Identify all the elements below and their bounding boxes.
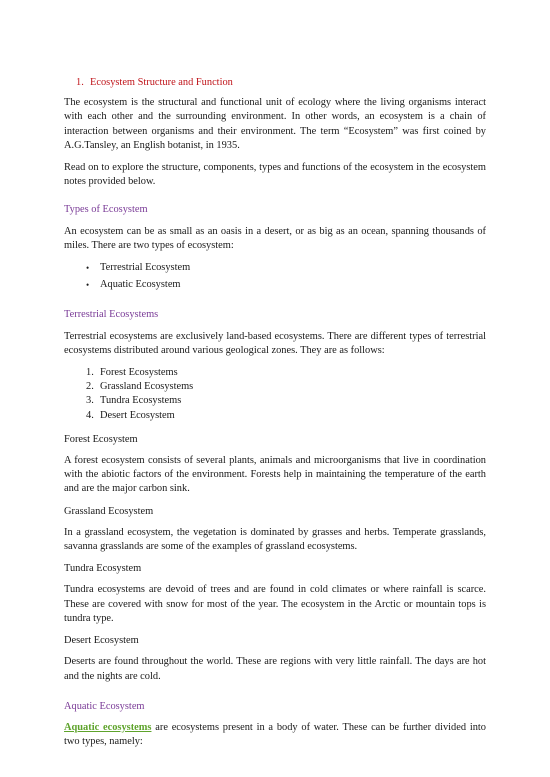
list-item bbox=[64, 278, 486, 292]
list-item-label: Terrestrial Ecosystem bbox=[100, 262, 191, 274]
list-number: 4. bbox=[86, 409, 94, 421]
list-item-label: Forest Ecosystems bbox=[100, 367, 178, 379]
section-heading bbox=[64, 76, 486, 90]
terrestrial-paragraph: Terrestrial ecosystems are exclusively land-based ecosystems. There are different types of terrestrial ecosystems distributed around various geological zones. They are as follows: bbox=[64, 330, 486, 356]
list-item bbox=[64, 380, 486, 394]
list-item bbox=[64, 366, 486, 380]
intro-paragraph: The ecosystem is the structural and functional unit of ecology where the living organisms interact with each other and the surrounding environment. In other words, an ecosystem is a chain of interaction between organisms and their environment. The term “Ecosystem” was first coined by A.G.Tansley, an English botanist, in 1935. bbox=[64, 97, 486, 151]
aquatic-paragraph bbox=[64, 721, 486, 749]
forest-heading: Forest Ecosystem bbox=[64, 433, 138, 445]
aquatic-paragraph-text: are ecosystems present in a body of water. These can be further divided into two types, namely: bbox=[64, 721, 486, 748]
aquatic-ecosystems-link[interactable]: Aquatic ecosystems bbox=[64, 721, 152, 733]
aquatic-heading: Aquatic Ecosystem bbox=[64, 700, 145, 712]
terrestrial-heading: Terrestrial Ecosystems bbox=[64, 309, 159, 321]
grassland-paragraph: In a grassland ecosystem, the vegetation is dominated by grasses and herbs. Temperate grasslands, savanna grasslands are some of the examples of grassland ecosystems. bbox=[64, 526, 486, 553]
grassland-heading: Grassland Ecosystem bbox=[64, 505, 154, 517]
desert-paragraph: Deserts are found throughout the world. These are regions with very little rainfall. The days are hot and the nights are cold. bbox=[64, 656, 486, 682]
tundra-heading: Tundra Ecosystem bbox=[64, 563, 142, 575]
list-number: 2. bbox=[86, 381, 94, 393]
terrestrial-list bbox=[64, 366, 486, 423]
list-item-label: Tundra Ecosystems bbox=[100, 395, 182, 407]
list-item bbox=[64, 394, 486, 408]
list-number: 3. bbox=[86, 395, 94, 407]
types-list bbox=[64, 261, 486, 292]
types-heading: Types of Ecosystem bbox=[64, 204, 148, 216]
section-title: Ecosystem Structure and Function bbox=[90, 77, 233, 88]
bullet-icon: • bbox=[86, 280, 90, 291]
intro-paragraph-2: Read on to explore the structure, components, types and functions of the ecosystem in the ecosystem notes provided below. bbox=[64, 162, 486, 188]
bullet-icon: • bbox=[86, 263, 90, 274]
list-item bbox=[64, 409, 486, 423]
section-number: 1. bbox=[76, 77, 84, 88]
document-page bbox=[64, 76, 486, 757]
list-number: 1. bbox=[86, 367, 94, 379]
list-item-label: Desert Ecosystem bbox=[100, 409, 175, 421]
types-paragraph: An ecosystem can be as small as an oasis in a desert, or as big as an ocean, spanning thousands of miles. There are two types of ecosystem: bbox=[64, 225, 486, 251]
list-item bbox=[64, 261, 486, 275]
desert-heading: Desert Ecosystem bbox=[64, 635, 139, 647]
list-item-label: Aquatic Ecosystem bbox=[100, 279, 181, 291]
tundra-paragraph: Tundra ecosystems are devoid of trees and are found in cold climates or where rainfall is scarce. These are covered with snow for most of the year. The ecosystem in the Arctic or mountain tops is tundra type. bbox=[64, 584, 486, 624]
list-item-label: Grassland Ecosystems bbox=[100, 381, 194, 393]
forest-paragraph: A forest ecosystem consists of several plants, animals and microorganisms that live in coordination with the abiotic factors of the environment. Forests help in maintaining the temperature of the earth and are the major carbon sink. bbox=[64, 455, 486, 495]
